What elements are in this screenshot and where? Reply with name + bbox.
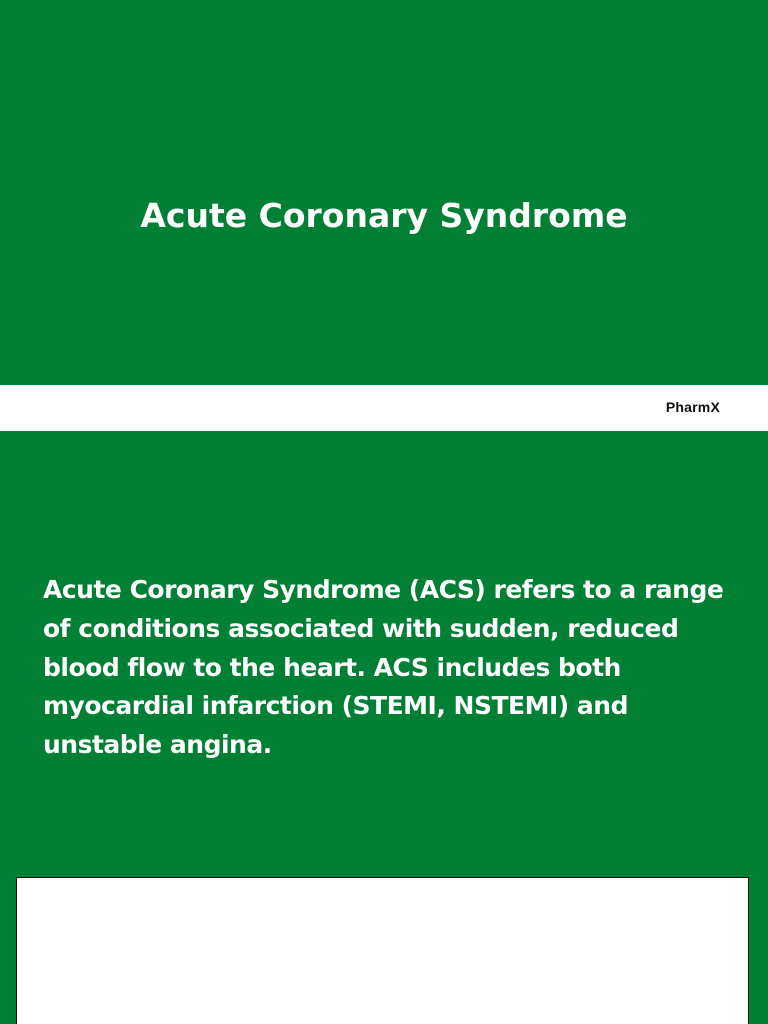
title-slide bbox=[0, 0, 768, 385]
header-band bbox=[0, 385, 768, 431]
brand-logo: PharmX bbox=[665, 399, 720, 415]
content-panel bbox=[16, 877, 749, 1024]
definition-paragraph: Acute Coronary Syndrome (ACS) refers to a range of conditions associated with sudden, reduced blood flow to the heart. ACS includes both myocardial infarction (STEMI, NSTEMI) and unstable angina. bbox=[43, 575, 724, 760]
page-title: Acute Coronary Syndrome bbox=[140, 196, 628, 235]
